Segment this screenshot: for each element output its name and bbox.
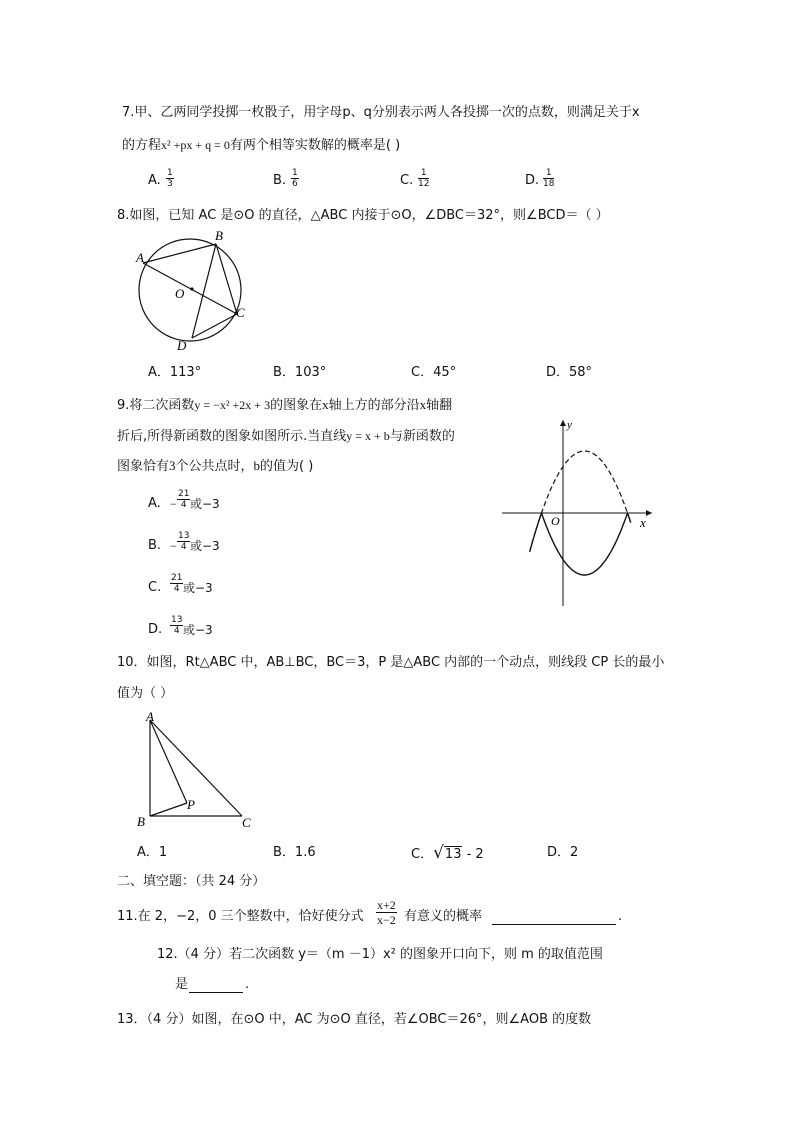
q11-end: .	[618, 909, 623, 924]
q9-line1-mid2: 轴上方的部分沿	[328, 398, 420, 413]
q10-label-a: A	[146, 709, 154, 724]
q9-line3-mid: 个公共点时，	[175, 459, 254, 474]
q9-option-denominator: 4	[180, 542, 187, 552]
q7-option-denominator: 12	[418, 179, 430, 189]
q9-option-numerator: 13	[178, 531, 190, 541]
q9-equation: y = −x² +2x + 3	[194, 398, 271, 412]
q9-option-numerator: 21	[171, 573, 183, 583]
q9-dashed-parabola	[530, 451, 631, 552]
q9-line2-post: 与新函数的	[389, 429, 455, 444]
q7-option-fraction	[291, 168, 299, 189]
q8-label-b: B	[215, 228, 223, 243]
q9-line1-x: x	[322, 397, 329, 412]
q9-option-fraction	[170, 615, 183, 636]
q9-option-tail: 或−3	[183, 581, 213, 595]
q8-label-c: C	[236, 305, 245, 320]
q10-option-c-tail: - 2	[462, 847, 484, 862]
q9-line1	[117, 396, 452, 415]
q9-label-x: x	[640, 515, 646, 530]
q9-line3-post: 的值为( )	[260, 459, 314, 474]
q9-line1-pre: 9.将二次函数	[117, 398, 195, 413]
q9-line3-num: 3	[169, 458, 176, 473]
q11-pre: 11.在 2，−2，0 三个整数中，恰好使分式	[117, 909, 364, 924]
q12-line1: 12.（4 分）若二次函数 y＝（m －1）x² 的图象开口向下，则 m 的取值范围	[157, 947, 603, 962]
q11-numerator: x+2	[377, 898, 396, 912]
q10-label-b: B	[137, 814, 145, 829]
q9-option-label: D.	[148, 622, 163, 637]
q9-line3	[117, 457, 313, 476]
q9-label-o: O	[551, 514, 560, 528]
q9-option-numerator: 21	[178, 489, 190, 499]
q9-label-y: y	[567, 419, 572, 431]
q9-option-fraction	[177, 489, 190, 510]
q7-equation: x² +px + q = 0	[161, 138, 230, 152]
q8-option-d: D．58°	[546, 365, 593, 380]
q7-option-fraction	[543, 168, 554, 189]
q11-answer-blank[interactable]	[492, 908, 616, 925]
q7-option-numerator: 1	[543, 168, 554, 179]
q10-line2: 值为（ ）	[117, 686, 174, 701]
q10-option-d: D．2	[547, 845, 579, 860]
q9-line3-pre: 图象恰有	[117, 459, 170, 474]
q7-option-denominator: 6	[292, 179, 298, 189]
q9-option-sign: −	[170, 497, 177, 511]
q10-option-b: B．1.6	[273, 845, 316, 860]
section-2-heading: 二、填空题：（共 24 分）	[117, 874, 266, 889]
q9-parabola-figure	[500, 414, 660, 610]
q10-label-c: C	[242, 815, 251, 830]
q9-option-denominator: 4	[180, 500, 187, 510]
q12-line2-pre: 是	[175, 977, 189, 992]
q7-option-label: D.	[525, 173, 540, 188]
q9-option-tail: 或−3	[190, 497, 220, 511]
q7-option-denominator: 18	[543, 179, 555, 189]
q10-option-a: A．1	[137, 845, 168, 860]
q10-option-c-radicand: 13	[444, 847, 462, 862]
q9-solid-curve	[530, 513, 631, 575]
q9-option-fraction	[170, 573, 183, 594]
q10-triangle-figure	[136, 710, 266, 830]
q8-label-o: O	[175, 286, 185, 301]
q7-line1: 7.甲、乙两同学投掷一枚骰子，用字母p、q分别表示两人各投掷一次的点数，则满足关于x	[122, 105, 640, 120]
q7-line2-pre: 的方程	[122, 138, 162, 153]
q11-post: 有意义的概率	[404, 909, 483, 924]
q7-option-label: B.	[273, 173, 287, 188]
q8-circle-figure	[130, 226, 250, 356]
q7-option-numerator: 1	[167, 168, 173, 178]
q9-line-equation: y = x + b	[346, 429, 390, 443]
q7-option-fraction	[166, 168, 174, 189]
q7-option-numerator: 1	[292, 168, 298, 178]
q9-line1-post: 轴翻	[426, 398, 453, 413]
q9-line2-pre: 折后,所得新函数的图象如图所示.当直线	[117, 429, 347, 444]
q9-line3-b: b	[253, 458, 261, 473]
sqrt-sign-icon: √	[433, 843, 444, 863]
q11-fraction	[376, 898, 397, 927]
q12-answer-blank[interactable]	[189, 976, 243, 993]
q9-option-tail: 或−3	[190, 539, 220, 553]
q10-option-c-label: C．	[411, 847, 434, 862]
q8-option-a: A．113°	[148, 365, 202, 380]
q9-option-label: A.	[148, 496, 161, 511]
q9-option-label: C.	[148, 580, 162, 595]
q9-option-numerator: 13	[171, 615, 183, 625]
q10-option-c	[411, 844, 484, 864]
q9-option-denominator: 4	[173, 584, 180, 594]
q10-line1: 10．如图，Rt△ABC 中，AB⊥BC，BC＝3，P 是△ABC 内部的一个动点，则线段 CP 长的最小	[117, 655, 665, 670]
q7-option-label: C.	[400, 173, 414, 188]
q9-line2	[117, 427, 455, 446]
q10-label-p: P	[187, 797, 195, 812]
q9-option-fraction	[177, 531, 190, 552]
q7-option-fraction	[418, 168, 429, 189]
q9-option-sign: −	[170, 539, 177, 553]
q8-stem: 8.如图，已知 AC 是⊙O 的直径，△ABC 内接于⊙O，∠DBC＝32°，则∠BCD＝（ ）	[117, 208, 609, 223]
q8-label-d: D	[177, 338, 187, 353]
q7-line2-post: 有两个相等实数解的概率是( )	[229, 138, 401, 153]
q8-option-b: B．103°	[273, 365, 327, 380]
q8-label-a: A	[136, 250, 144, 265]
q9-option-label: B.	[148, 538, 162, 553]
q7-option-numerator: 1	[418, 168, 429, 179]
q9-option-tail: 或−3	[183, 623, 213, 637]
q7-option-label: A.	[148, 173, 161, 188]
q11-denominator: x−2	[377, 913, 396, 927]
q12-line2-end: .	[245, 977, 250, 992]
q8-circle	[139, 239, 241, 341]
q8-option-c: C．45°	[411, 365, 457, 380]
q13-line1: 13．（4 分）如图，在⊙O 中，AC 为⊙O 直径，若∠OBC＝26°，则∠AOB 的度数	[117, 1012, 592, 1027]
q9-option-denominator: 4	[173, 626, 180, 636]
q7-option-denominator: 3	[167, 179, 173, 189]
q7-line2	[122, 136, 400, 155]
q9-line1-x2: x	[419, 397, 427, 412]
q9-line1-mid: 的图象在	[270, 398, 323, 413]
